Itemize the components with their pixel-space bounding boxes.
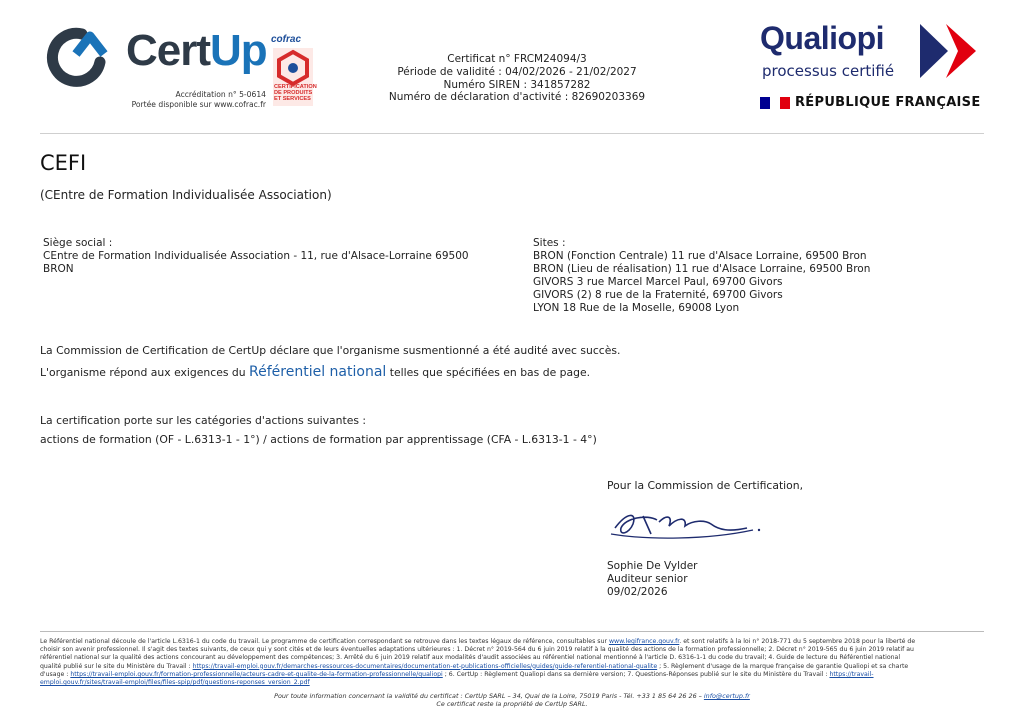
- list-item: BRON (Lieu de réalisation) 11 rue d'Alsace Lorraine, 69500 Bron: [533, 263, 871, 275]
- guide-referentiel-link[interactable]: https://travail-emploi.gouv.fr/demarches-ressources-documentaires/documentation-et-publications-officielles/guides/guide-referentiel-national-qualite: [192, 662, 658, 670]
- categories-intro: La certification porte sur les catégories d'actions suivantes :: [40, 414, 367, 427]
- list-item: GIVORS (2) 8 rue de la Fraternité, 69700 Givors: [533, 289, 783, 301]
- siege-label: Siège social :: [43, 237, 113, 249]
- requirements-statement: L'organisme répond aux exigences du Référentiel national telles que spécifiées en bas de page.: [40, 364, 591, 380]
- siege-social: [43, 237, 493, 276]
- certificate-number: Certificat n° FRCM24094/3: [447, 53, 587, 65]
- french-flag-icon: [760, 97, 790, 109]
- siege-city: BRON: [43, 263, 74, 275]
- signer-block: [607, 560, 697, 599]
- validity-period: Période de validité : 04/02/2026 - 21/02/2027: [397, 65, 637, 78]
- qualiopi-subtitle: processus certifié: [762, 62, 895, 80]
- sites-list: [533, 237, 953, 315]
- siren-number: Numéro SIREN : 341857282: [443, 78, 591, 91]
- contact-email-link[interactable]: info@certup.fr: [703, 692, 750, 700]
- signer-name: Sophie De Vylder: [607, 560, 698, 572]
- qualiopi-logo-text: Qualiopi: [760, 20, 884, 56]
- sites-label: Sites :: [533, 237, 566, 249]
- questions-reponses-link-cont[interactable]: emploi.gouv.fr/sites/travail-emploi/files/files-spip/pdf/questions-reponses_version_2.pdf: [40, 679, 310, 687]
- referentiel-national-link[interactable]: Référentiel national: [249, 364, 387, 380]
- republique-francaise: RÉPUBLIQUE FRANÇAISE: [795, 95, 981, 110]
- declaration-number: Numéro de déclaration d'activité : 82690203369: [388, 91, 646, 104]
- footer-divider: [40, 631, 984, 632]
- questions-reponses-link[interactable]: https://travail-: [829, 670, 874, 678]
- cofrac-accreditation: Accréditation n° 5-0614 Portée disponible sur www.cofrac.fr: [131, 90, 266, 109]
- cofrac-brand: cofrac: [271, 34, 302, 45]
- header-divider: [40, 133, 984, 134]
- organisation-name: CEFI: [40, 151, 87, 175]
- certup-logo-text: CertUp: [126, 26, 267, 75]
- list-item: LYON 18 Rue de la Moselle, 69008 Lyon: [533, 302, 740, 314]
- list-item: GIVORS 3 rue Marcel Marcel Paul, 69700 Givors: [533, 276, 783, 288]
- cofrac-caption: CERTIFICATION DE PRODUITS ET SERVICES: [274, 84, 317, 102]
- list-item: BRON (Fonction Centrale) 11 rue d'Alsace Lorraine, 69500 Bron: [533, 250, 867, 262]
- qualiopi-usage-link[interactable]: https://travail-emploi.gouv.fr/formation-professionnelle/acteurs-cadre-et-qualite-de-la-formation-professionnelle/qualiopi: [70, 670, 443, 678]
- qualiopi-arrows-icon: [918, 22, 980, 80]
- organisation-full-name: (CEntre de Formation Individualisée Association): [40, 188, 332, 202]
- footer: Pour toute information concernant la validité du certificat : CertUp SARL – 34, Quai de la Loire, 75019 Paris - Tél. +33 1 85 64 26 26 – info@certup.fr Ce certificat reste la propriété de CertUp SARL.: [274, 692, 750, 709]
- signature-icon: [607, 500, 767, 550]
- categories-list: actions de formation (OF - L.6313-1 - 1°) / actions de formation par apprentissage (CFA - L.6313-1 - 4°): [40, 433, 597, 446]
- signer-role: Auditeur senior: [607, 573, 688, 585]
- signature-intro: Pour la Commission de Certification,: [607, 479, 804, 492]
- legifrance-link[interactable]: www.legifrance.gouv.fr: [608, 638, 680, 645]
- siege-address: CEntre de Formation Individualisée Association - 11, rue d'Alsace-Lorraine 69500: [43, 250, 469, 262]
- audit-statement: La Commission de Certification de CertUp déclare que l'organisme susmentionné a été audité avec succès.: [40, 344, 621, 357]
- legal-notice: Le Référentiel national découle de l'article L.6316-1 du code du travail. Le programme de certification correspondant se retrouve dans les textes légaux de référence, consultables sur www.legifrance.gouv.fr. et sont relatifs à la loi n° 2018-771 du 5 septembre 2018 pour la liberté de choisir son avenir professionnel. Il s'agit des textes suivants, de ceux qui y sont cités et de leurs éventuelles adaptations ultérieures : 1. Décret n° 2019-564 du 6 juin 2019 relatif à la qualité des actions de la formation professionnelle; 2. Décret n° 2019-565 du 6 juin 2019 relatif au référentiel national sur la qualité des actions concourant au développement des compétences; 3. Arrêté du 6 juin 2019 relatif aux modalités d'audit associées au référentiel national mentionné à l'article D. 6316-1-1 du code du travail; 4. Guide de lecture du Référentiel national qualité publié sur le site du Ministère du Travail : https://travail-emploi.gouv.fr/demarches-ressources-documentaires/documentation-et-publications-officielles/guides/guide-referentiel-national-qualite ; 5. Règlement d'usage de la marque française de garantie Qualiopi et sa charte d'usage : https://travail-emploi.gouv.fr/formation-professionnelle/acteurs-cadre-et-qualite-de-la-formation-professionnelle/qualiopi ; 6. CertUp : Règlement Qualiopi dans sa dernière version; 7. Questions-Réponses publié sur le site du Ministère du Travail : https://travail- emploi.gouv.fr/sites/travail-emploi/files/files-spip/pdf/questions-reponses_version_2.pdf: [40, 638, 916, 687]
- signature-date: 09/02/2026: [607, 586, 668, 598]
- certificate-info: [370, 53, 664, 104]
